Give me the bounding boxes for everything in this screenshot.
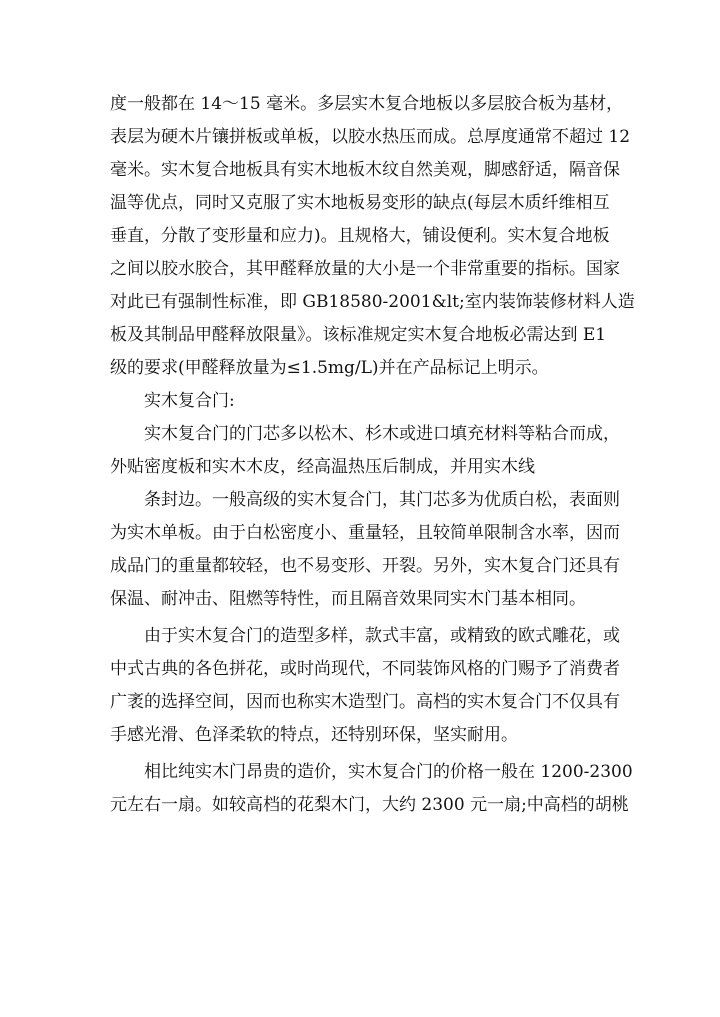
text-line: 度一般都在 14～15 毫米。多层实木复合地板以多层胶合板为基材， xyxy=(110,94,624,114)
text-line: 表层为硬木片镶拼板或单板，以胶水热压而成。总厚度通常不超过 12 xyxy=(110,127,631,147)
text-line: 相比纯实木门昂贵的造价，实木复合门的价格一般在 1200-2300 xyxy=(144,762,633,782)
text-line: 由于实木复合门的造型多样，款式丰富，或精致的欧式雕花，或 xyxy=(144,626,620,646)
text-line: 板及其制品甲醛释放限量》。该标准规定实木复合地板必需达到 E1 xyxy=(110,325,607,345)
text-line: 外贴密度板和实木木皮，经高温热压后制成，并用实木线 xyxy=(110,457,535,477)
text-line: 毫米。实木复合地板具有实木地板木纹自然美观，脚感舒适，隔音保 xyxy=(110,160,620,180)
text-line: 温等优点，同时又克服了实木地板易变形的缺点(每层木质纤维相互 xyxy=(110,193,610,213)
text-line: 之间以胶水胶合，其甲醛释放量的大小是一个非常重要的指标。国家 xyxy=(110,259,620,279)
text-line: 垂直，分散了变形量和应力)。且规格大，铺设便利。实木复合地板 xyxy=(110,226,610,246)
text-line: 元左右一扇。如较高档的花梨木门，大约 2300 元一扇;中高档的胡桃 xyxy=(110,795,629,815)
text-line: 保温、耐冲击、阻燃等特性，而且隔音效果同实木门基本相同。 xyxy=(110,589,586,609)
text-line: 中式古典的各色拼花，或时尚现代，不同装饰风格的门赐予了消费者 xyxy=(110,659,620,679)
text-line: 广袤的选择空间，因而也称实木造型门。高档的实木复合门不仅具有 xyxy=(110,692,620,712)
section-heading: 实木复合门: xyxy=(144,391,235,411)
text-line: 为实木单板。由于白松密度小、重量轻，且较简单限制含水率，因而 xyxy=(110,523,620,543)
text-line: 条封边。一般高级的实木复合门，其门芯多为优质白松，表面则 xyxy=(144,490,620,510)
text-line: 成品门的重量都较轻，也不易变形、开裂。另外，实木复合门还具有 xyxy=(110,556,620,576)
text-line: 对此已有强制性标准，即 GB18580-2001&lt;室内装饰装修材料人造 xyxy=(110,292,635,312)
text-line: 级的要求(甲醛释放量为≤1.5mg/L)并在产品标记上明示。 xyxy=(110,358,549,378)
text-line: 实木复合门的门芯多以松木、杉木或进口填充材料等粘合而成， xyxy=(144,424,620,444)
body-text xyxy=(110,88,635,822)
text-line: 手感光滑、色泽柔软的特点，还特别环保，坚实耐用。 xyxy=(110,725,518,745)
